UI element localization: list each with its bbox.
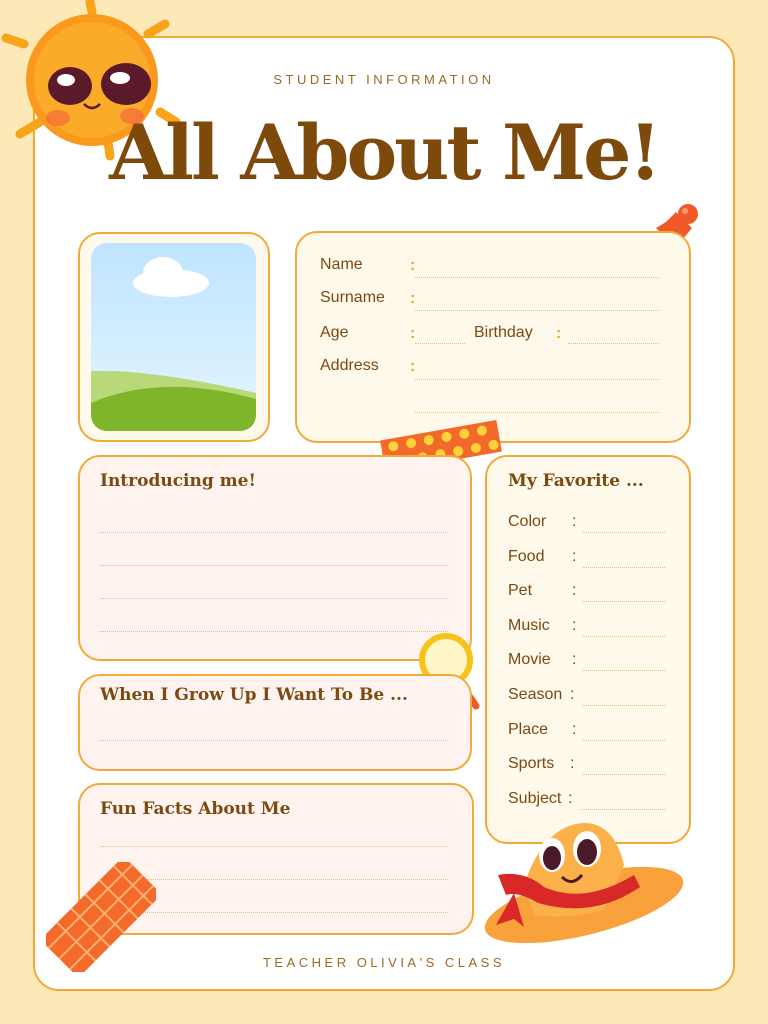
favorite-colon: : [572, 582, 577, 599]
name-label: Name [320, 256, 363, 273]
surname-label: Surname [320, 289, 385, 306]
favorite-field-color[interactable] [583, 532, 665, 533]
favorite-label-sports: Sports [508, 755, 555, 772]
age-label: Age [320, 324, 349, 341]
intro-line-3[interactable] [100, 598, 448, 599]
profile-photo-placeholder[interactable] [91, 243, 256, 431]
favorite-colon: : [572, 548, 577, 565]
favorite-label-place: Place [508, 721, 549, 738]
fun-facts-title: Fun Facts About Me [100, 799, 291, 819]
favorite-label-music: Music [508, 617, 550, 634]
surname-field[interactable] [415, 310, 660, 311]
intro-line-2[interactable] [100, 565, 448, 566]
page-title: All About Me! [109, 108, 659, 197]
favorite-field-movie[interactable] [583, 670, 665, 671]
header-subtitle: STUDENT INFORMATION [273, 72, 495, 87]
favorite-label-season: Season [508, 686, 563, 703]
favorite-label-pet: Pet [508, 582, 533, 599]
address-label: Address [320, 357, 379, 374]
favorite-field-season[interactable] [583, 705, 665, 706]
favorite-field-place[interactable] [583, 740, 665, 741]
favorite-colon: : [572, 651, 577, 668]
hat-sticker [484, 815, 694, 945]
introducing-me-title: Introducing me! [100, 471, 256, 491]
footer-class-name: TEACHER OLIVIA'S CLASS [262, 955, 506, 970]
address-field-line-1[interactable] [415, 379, 660, 380]
favorite-field-music[interactable] [583, 636, 665, 637]
intro-line-1[interactable] [100, 532, 448, 533]
name-colon: : [410, 257, 416, 274]
name-field[interactable] [415, 277, 660, 278]
favorite-colon: : [572, 513, 577, 530]
grow-up-title: When I Grow Up I Want To Be ... [100, 685, 408, 705]
age-field[interactable] [415, 343, 465, 344]
favorite-colon: : [572, 721, 577, 738]
favorite-field-subject[interactable] [580, 809, 665, 810]
address-field-line-2[interactable] [415, 412, 660, 413]
favorite-field-food[interactable] [583, 567, 665, 568]
landscape-illustration [91, 243, 256, 431]
address-colon: : [410, 358, 416, 375]
intro-line-4[interactable] [100, 631, 448, 632]
age-colon: : [410, 325, 416, 342]
favorite-label-color: Color [508, 513, 547, 530]
favorite-field-sports[interactable] [583, 774, 665, 775]
birthday-label: Birthday [474, 324, 533, 341]
surname-colon: : [410, 290, 416, 307]
birthday-field[interactable] [568, 343, 660, 344]
favorite-colon: : [572, 617, 577, 634]
favorites-title: My Favorite ... [508, 471, 644, 491]
grow-up-line[interactable] [100, 740, 448, 741]
favorite-colon: : [570, 755, 575, 772]
fun-facts-line-1[interactable] [100, 846, 448, 847]
favorite-label-movie: Movie [508, 651, 551, 668]
favorite-label-food: Food [508, 548, 545, 565]
favorite-label-subject: Subject [508, 790, 562, 807]
favorite-colon: : [568, 790, 573, 807]
favorite-colon: : [570, 686, 575, 703]
favorite-field-pet[interactable] [583, 601, 665, 602]
birthday-colon: : [556, 325, 562, 342]
